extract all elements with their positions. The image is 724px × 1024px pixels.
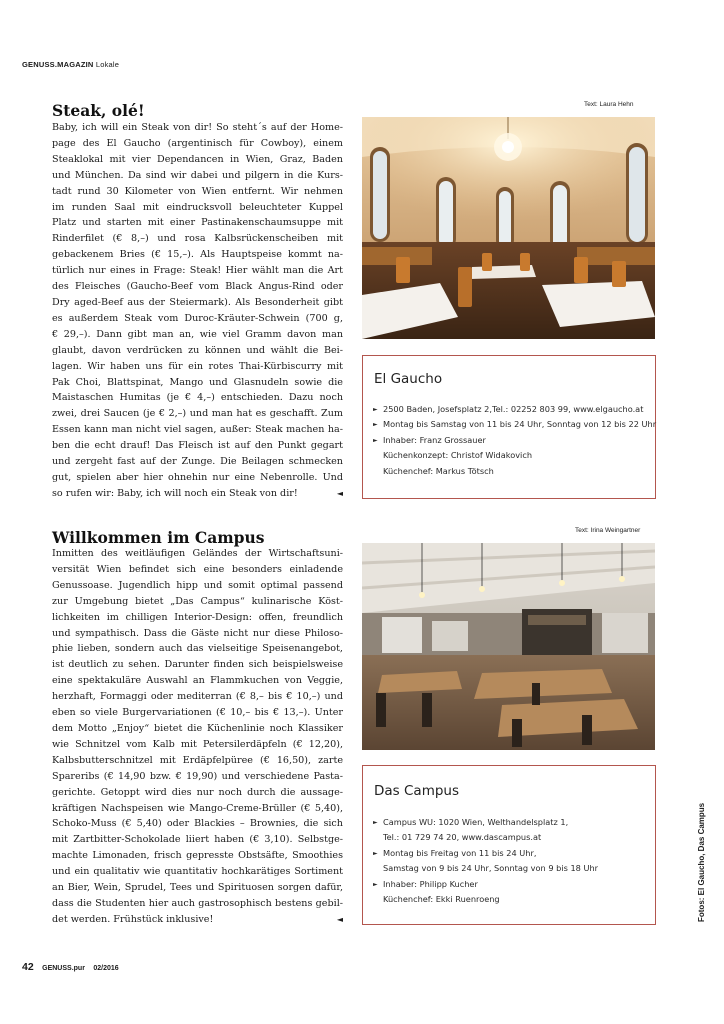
header-brand: GENUSS.MAGAZIN (22, 60, 94, 69)
info-line (373, 846, 647, 861)
text-line (52, 721, 343, 737)
text-line (52, 406, 343, 422)
footer-magazine: GENUSS.pur (42, 965, 85, 972)
text-line-content: versität Wien befindet sich eine besonders einladende (52, 563, 343, 575)
text-line-content: des Fleisches (Gaucho-Beef vom Black Angus-Rind oder (52, 281, 343, 293)
text-line-content: es außerdem Steak vom Duroc-Kräuter-Schwein (700 g, (52, 312, 343, 324)
text-line (52, 247, 343, 263)
info-line (373, 433, 647, 448)
restaurant-photo-das-campus (362, 543, 655, 750)
text-line-content: und sympathisch. Dass die Gäste nicht nur diese Philoso- (52, 627, 343, 639)
text-line-content: ist deutlich zu sehen. Darunter finden sich beispielsweise (52, 659, 343, 671)
text-line (52, 279, 343, 295)
text-line-content: eine spektakuläre Auswahl an Flammkuchen von Veggie, (52, 675, 343, 687)
text-line (52, 295, 343, 311)
text-line-content: Rinderfilet (€ 8,–) und rosa Kalbsrückenscheiben mit (52, 233, 343, 245)
text-line-content: eben so viele Burgervariationen (€ 10,– bis € 13,–). Unter (52, 707, 343, 719)
text-line-content: machte Limonaden, frisch gepresste Obstsäfte, Smoothies (52, 850, 343, 862)
text-line (52, 375, 343, 391)
page-footer (22, 957, 119, 975)
article-body (52, 120, 343, 502)
text-line (52, 120, 343, 136)
info-line (373, 815, 647, 830)
text-line (52, 390, 343, 406)
photo-credit-text: Fotos: El Gaucho, Das Campus (697, 802, 706, 922)
info-line-text: Samstag von 9 bis 24 Uhr, Sonntag von 9 bis 18 Uhr (383, 863, 599, 874)
text-line-content: phie lieben, sondern auch das vielseitige Speisenangebot, (52, 643, 343, 655)
info-line-text: Inhaber: Philipp Kucher (383, 878, 478, 889)
text-line-content: Schoko-Muss (€ 5,40) oder Blackies – Brownies, die sich (52, 818, 343, 830)
text-line-content: zur Umgebung bietet „Das Campus“ kulinarische Köst- (52, 595, 343, 607)
text-line (52, 438, 343, 454)
text-line-content: Baby, ich will ein Steak von dir! So steht´s auf der Home- (52, 122, 343, 133)
info-line-text: Montag bis Freitag von 11 bis 24 Uhr, (383, 847, 537, 858)
text-line (52, 641, 343, 657)
text-line (52, 753, 343, 769)
text-line (52, 864, 343, 880)
text-line-content: Essen kann man nicht viel sagen, außer: Steak machen ha- (52, 424, 343, 436)
text-line (52, 657, 343, 673)
bullet-triangle-icon: ► (373, 819, 378, 826)
info-line (373, 892, 647, 907)
info-line (373, 402, 647, 417)
info-line-text: Küchenkonzept: Christof Widakovich (383, 450, 533, 461)
header-section: Lokale (95, 60, 120, 69)
text-line (52, 578, 343, 594)
bullet-triangle-icon: ► (373, 406, 378, 413)
article-body (52, 546, 343, 928)
text-line (52, 912, 343, 928)
bullet-triangle-icon: ► (373, 421, 378, 429)
text-credit: Text: Laura Hehn (584, 101, 634, 108)
text-line-content: Steaklokal mit vier Dependancen in Wien, Graz, Baden (52, 153, 343, 165)
text-line (52, 263, 343, 279)
text-line-content: und ein qualitativ wie quantitativ hochkarätiges Sortiment (52, 866, 343, 878)
text-line-content: und zergeht fast auf der Zunge. Die Beilagen schmecken (52, 456, 343, 468)
info-line (373, 464, 647, 479)
info-box-das-campus (362, 765, 656, 925)
info-line (373, 448, 647, 463)
bullet-triangle-icon: ► (373, 880, 378, 888)
text-line-content: Spareribs (€ 14,90 bzw. € 19,90) und verschiedene Pasta- (52, 770, 343, 782)
text-line-content: tadt rund 30 Kilometer von Wien entfernt. Wir nehmen (52, 185, 343, 197)
restaurant-photo-el-gaucho (362, 117, 655, 339)
text-line (52, 848, 343, 864)
text-line-content: Inmitten des weitläufigen Geländes der Wirtschaftsuni- (52, 548, 343, 559)
text-line-content: page des El Gaucho (argentinisch für Cowboy), einem (52, 137, 343, 149)
text-line (52, 343, 343, 359)
text-line-content: türlich nur eines in Frage: Steak! Hier wählt man die Art (52, 265, 343, 277)
info-line (373, 830, 647, 845)
text-line (52, 689, 343, 705)
text-line (52, 610, 343, 626)
end-of-article-icon: ◄ (336, 914, 343, 924)
info-line-text: Inhaber: Franz Grossauer (383, 434, 486, 445)
text-line (52, 896, 343, 912)
text-credit: Text: Irina Weingartner (575, 527, 641, 534)
text-line (52, 594, 343, 610)
magazine-header (22, 60, 119, 69)
text-line-content: und München. Da sind wir dabei und pilgern in die Kurs- (52, 169, 343, 181)
footer-issue: 02/2016 (93, 965, 119, 972)
text-line-content: dass die Studenten hier auch gastrosophisch bestens gebil- (52, 897, 343, 909)
text-line (52, 184, 343, 200)
info-lines (373, 815, 647, 907)
restaurant-name: El Gaucho (374, 371, 443, 387)
text-line-content: Genussoase. Jugendlich hipp und somit optimal passend (52, 579, 343, 591)
text-line (52, 136, 343, 152)
text-line (52, 454, 343, 470)
text-line-content: Dry aged-Beef aus der Steiermark). Als Besonderheit gibt (52, 296, 343, 308)
text-line-content: wie Schnitzel vom Kalb mit Petersilerdäpfeln (€ 12,20), (52, 738, 343, 750)
text-line (52, 801, 343, 817)
text-line-content: mit Zartbitter-Schokolade liiert haben (€ 3,10). Selbstge- (52, 834, 343, 846)
text-line-content: Platz und starten mit einer Pastinakenschaumsuppe mit (52, 217, 343, 229)
article-title: Steak, olé! (52, 101, 145, 120)
info-lines (373, 402, 657, 479)
text-line (52, 168, 343, 184)
text-line-content: det werden. Frühstück inklusive! (52, 913, 214, 925)
text-line-content: an Bier, Wein, Sprudel, Tees und Spirituosen sorgen dafür, (52, 882, 343, 894)
text-line (52, 470, 343, 486)
page-number: 42 (22, 961, 34, 973)
info-line (373, 417, 657, 432)
end-of-article-icon: ◄ (336, 488, 343, 498)
info-line-text: Campus WU: 1020 Wien, Welthandelsplatz 1, (383, 817, 569, 827)
restaurant-name: Das Campus (374, 783, 460, 799)
text-line (52, 546, 343, 562)
text-line (52, 769, 343, 785)
text-line-content: glaubt, davon verdrücken zu können und wählt die Bei- (52, 344, 343, 356)
text-line (52, 737, 343, 753)
info-line-text: 2500 Baden, Josefsplatz 2,Tel.: 02252 803 99, www.elgaucho.at (383, 404, 644, 414)
text-line (52, 359, 343, 375)
text-line-content: gut, spielen aber hier ohnehin nur eine Nebenrolle. Und (52, 471, 343, 483)
info-line-text: Küchenchef: Markus Tötsch (383, 465, 494, 476)
text-line-content: Pak Choi, Blattspinat, Mango und Glasnudeln sowie die (52, 376, 343, 388)
text-line-content: so rufen wir: Baby, ich will noch ein Steak von dir! (52, 487, 298, 499)
info-line-text: Tel.: 01 729 74 20, www.dascampus.at (383, 832, 542, 843)
text-line (52, 311, 343, 327)
text-line-content: lagen. Wir haben uns für ein rotes Thai-Kürbiscurry mit (52, 360, 343, 372)
text-line-content: herzhaft, Formaggi oder mediterran (€ 8,– bis € 10,–) und (52, 691, 343, 703)
text-line (52, 562, 343, 578)
text-line-content: im runden Saal mit eindrucksvoll beleuchteter Kuppel (52, 201, 343, 213)
text-line (52, 200, 343, 216)
text-line-content: Kalbsbutterschnitzel mit Erdäpfelpüree (€ 16,50), zarte (52, 754, 343, 766)
photo-credit (686, 752, 706, 922)
article-title: Willkommen im Campus (52, 528, 265, 547)
text-line-content: kräftigen Nachspeisen wie Mango-Creme-Brüller (€ 5,40), (52, 802, 343, 814)
text-line (52, 486, 343, 502)
text-line (52, 880, 343, 896)
info-line (373, 861, 647, 876)
bullet-triangle-icon: ► (373, 436, 378, 444)
info-line-text: Montag bis Samstag von 11 bis 24 Uhr, Sonntag von 12 bis 22 Uhr (383, 419, 657, 430)
text-line-content: gerichte. Getoppt wird dies nur noch durch die aussage- (52, 786, 343, 798)
text-line-content: zwei, drei Saucen (je € 2,–) und man hat es geschafft. Zum (52, 408, 343, 420)
text-line (52, 626, 343, 642)
text-line-content: dem Motto „Enjoy“ bietet die Küchenlinie noch Klassiker (52, 722, 343, 734)
text-line (52, 152, 343, 168)
text-line (52, 832, 343, 848)
text-line (52, 785, 343, 801)
text-line (52, 215, 343, 231)
bullet-triangle-icon: ► (373, 849, 378, 857)
text-line-content: Maistaschen Humitas (je € 4,–) entschieden. Dazu noch (52, 392, 343, 404)
text-line (52, 231, 343, 247)
text-line (52, 816, 343, 832)
text-line-content: gebackenem Bries (€ 15,–). Als Hauptspeise kommt na- (52, 249, 343, 261)
text-line-content: ben die echt drauf! Das Fleisch ist auf den Punkt gegart (52, 440, 343, 452)
text-line (52, 705, 343, 721)
text-line-content: lichkeiten im chilligen Interior-Design: offen, freundlich (52, 611, 343, 623)
info-line (373, 877, 647, 892)
info-line-text: Küchenchef: Ekki Ruenroeng (383, 894, 500, 905)
text-line-content: € 29,–). Dann gibt man an, wie viel Gramm davon man (52, 328, 343, 340)
info-box-el-gaucho (362, 355, 656, 499)
text-line (52, 422, 343, 438)
text-line (52, 673, 343, 689)
text-line (52, 327, 343, 343)
